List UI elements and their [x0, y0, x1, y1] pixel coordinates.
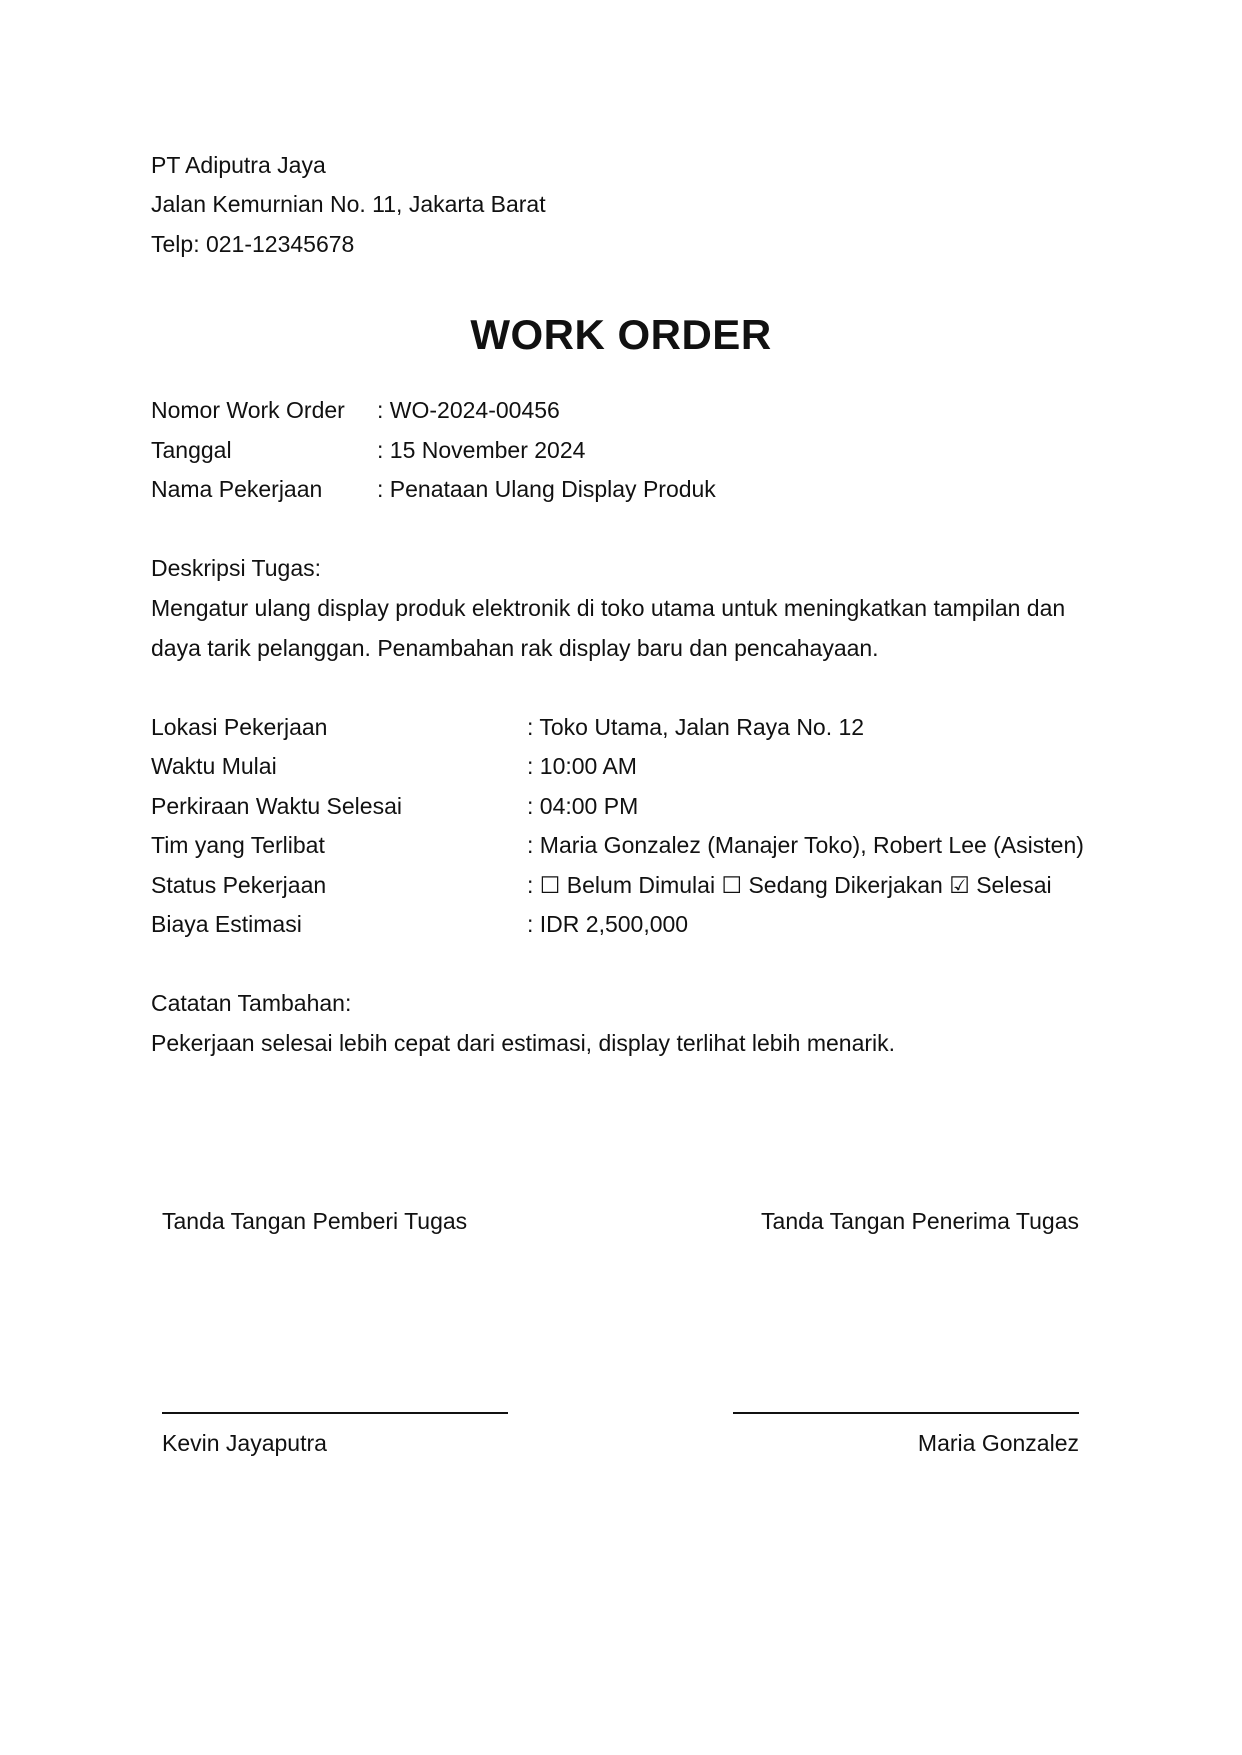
document-title: WORK ORDER — [470, 311, 772, 358]
date-value: : 15 November 2024 — [377, 437, 586, 463]
company-address: Jalan Kemurnian No. 11, Jakarta Barat — [151, 191, 546, 217]
checkbox-icon-unchecked: ☐ — [539, 872, 561, 898]
cost-label: Biaya Estimasi — [151, 911, 302, 937]
company-phone: Telp: 021-12345678 — [151, 231, 355, 257]
status-option-done: Selesai — [976, 872, 1052, 898]
company-name: PT Adiputra Jaya — [151, 152, 326, 178]
status-option-in-progress: Sedang Dikerjakan — [748, 872, 943, 898]
checkbox-icon-checked: ☑ — [949, 872, 970, 898]
receiver-signature-label: Tanda Tangan Penerima Tugas — [761, 1208, 1079, 1234]
checkbox-icon-unchecked: ☐ — [721, 872, 743, 898]
start-time-value: : 10:00 AM — [527, 753, 637, 779]
wo-number-label: Nomor Work Order — [151, 397, 345, 423]
giver-name: Kevin Jayaputra — [162, 1430, 327, 1456]
date-label: Tanggal — [151, 437, 232, 463]
status-option-not-started: Belum Dimulai — [566, 872, 716, 898]
start-time-label: Waktu Mulai — [151, 753, 277, 779]
status-label: Status Pekerjaan — [151, 872, 327, 898]
job-name-label: Nama Pekerjaan — [151, 476, 323, 502]
status-prefix: : — [527, 872, 534, 898]
end-time-label: Perkiraan Waktu Selesai — [151, 793, 402, 819]
end-time-value: : 04:00 PM — [527, 793, 639, 819]
team-value: : Maria Gonzalez (Manajer Toko), Robert Lee (Asisten) — [527, 832, 1084, 858]
status-options — [527, 870, 1052, 900]
description-line-1: Mengatur ulang display produk elektronik di toko utama untuk meningkatkan tampilan dan — [151, 595, 1066, 621]
wo-number-value: : WO-2024-00456 — [377, 397, 560, 423]
location-value: : Toko Utama, Jalan Raya No. 12 — [527, 714, 865, 740]
description-heading: Deskripsi Tugas: — [151, 555, 322, 581]
receiver-name: Maria Gonzalez — [917, 1430, 1079, 1456]
giver-signature-label: Tanda Tangan Pemberi Tugas — [162, 1208, 468, 1234]
location-label: Lokasi Pekerjaan — [151, 714, 328, 740]
giver-signature-line — [162, 1412, 508, 1414]
notes-heading: Catatan Tambahan: — [151, 990, 352, 1016]
receiver-signature-line — [733, 1412, 1079, 1414]
team-label: Tim yang Terlibat — [151, 832, 325, 858]
cost-value: : IDR 2,500,000 — [527, 911, 689, 937]
job-name-value: : Penataan Ulang Display Produk — [377, 476, 716, 502]
notes-text: Pekerjaan selesai lebih cepat dari estimasi, display terlihat lebih menarik. — [151, 1030, 896, 1056]
description-line-2: daya tarik pelanggan. Penambahan rak display baru dan pencahayaan. — [151, 635, 879, 661]
